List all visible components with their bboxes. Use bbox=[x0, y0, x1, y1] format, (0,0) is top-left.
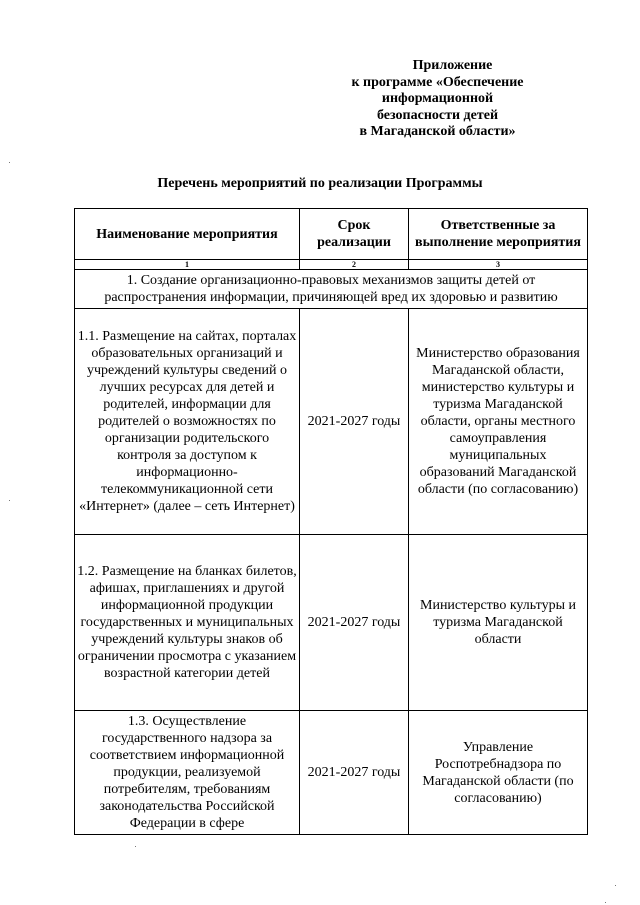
header-responsible: Ответственные за выполнение мероприятия bbox=[409, 209, 588, 260]
document-title: Перечень мероприятий по реализации Программы bbox=[157, 176, 483, 191]
table-row bbox=[75, 535, 588, 711]
scan-speck bbox=[615, 885, 616, 886]
event-term: 2021-2027 годы bbox=[300, 309, 409, 535]
column-number: 1 bbox=[75, 260, 300, 270]
annex-line: информационной bbox=[381, 91, 494, 106]
event-term: 2021-2027 годы bbox=[300, 535, 409, 711]
event-responsible: Министерство образования Магаданской области, министерство культуры и туризма Магаданской области, органы местного самоуправления муниципальных образований Магаданской области (по согласованию) bbox=[409, 309, 588, 535]
event-responsible: Министерство культуры и туризма Магаданской области bbox=[409, 535, 588, 711]
column-number: 2 bbox=[300, 260, 409, 270]
events-table bbox=[74, 208, 588, 835]
annex-block bbox=[335, 58, 540, 141]
column-number: 3 bbox=[409, 260, 588, 270]
scan-speck bbox=[135, 846, 136, 847]
event-name: 1.3. Осуществление государственного надзора за соответствием информационной продукции, реализуемой потребителям, требованиям законодательства Российской Федерации в сфере bbox=[75, 711, 300, 835]
column-number-row bbox=[75, 260, 588, 270]
table-row bbox=[75, 711, 588, 835]
event-term: 2021-2027 годы bbox=[300, 711, 409, 835]
section-row bbox=[75, 270, 588, 309]
annex-line: к программе «Обеспечение bbox=[351, 74, 524, 90]
event-responsible: Управление Роспотребнадзора по Магаданской области (по согласованию) bbox=[409, 711, 588, 835]
annex-line: безопасности детей bbox=[376, 107, 499, 123]
event-name: 1.2. Размещение на бланках билетов, афишах, приглашениях и другой информационной продукции государственных и муниципальных учреждений культуры знаков об ограничении просмотра с указанием возрастной категории детей bbox=[75, 535, 300, 711]
scan-speck bbox=[605, 902, 606, 903]
section-heading: 1. Создание организационно-правовых механизмов защиты детей от распространения информации, причиняющей вред их здоровью и развитию bbox=[75, 270, 588, 309]
scan-speck bbox=[9, 162, 10, 163]
annex-line: в Магаданской области» bbox=[359, 124, 516, 139]
event-name: 1.1. Размещение на сайтах, порталах образовательных организаций и учреждений культуры сведений о лучших ресурсах для детей и родителей, информации для родителей о возможностях по организации родительского контроля за доступом к информационно-телекоммуникационной сети «Интернет» (далее – сеть Интернет) bbox=[75, 309, 300, 535]
table-header-row bbox=[75, 209, 588, 260]
header-name: Наименование мероприятия bbox=[75, 209, 300, 260]
table-row bbox=[75, 309, 588, 535]
header-term: Срок реализации bbox=[300, 209, 409, 260]
scan-speck bbox=[9, 500, 10, 501]
annex-title: Приложение bbox=[412, 58, 493, 73]
